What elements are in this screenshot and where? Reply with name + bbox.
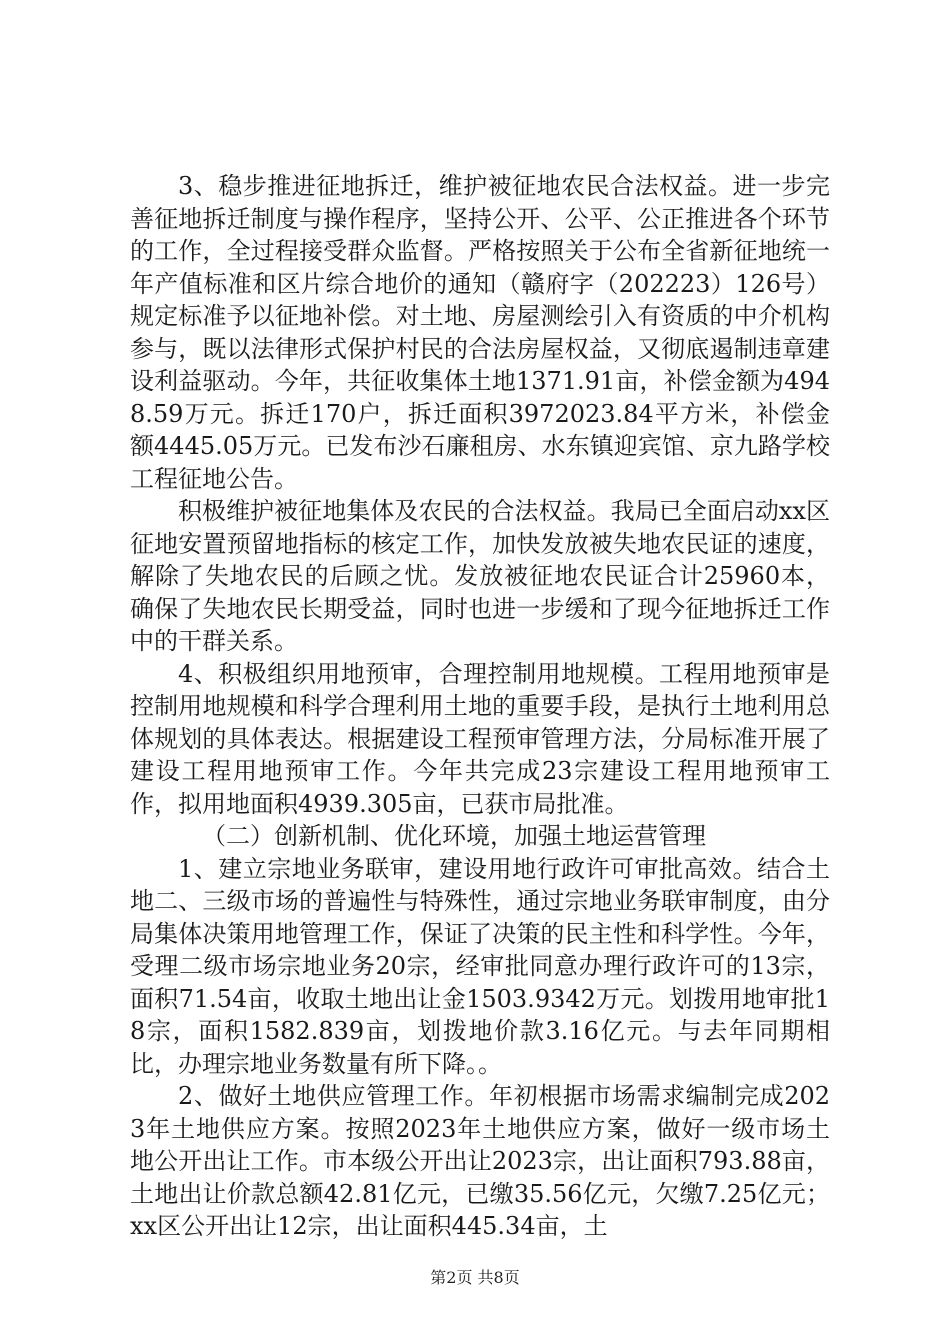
page-number-footer: 第2页 共8页 bbox=[430, 1268, 520, 1287]
paragraph-farmer-rights: 积极维护被征地集体及农民的合法权益。我局已全面启动xx区征地安置预留地指标的核定工作，加快发放被失地农民证的速度，解除了失地农民的后顾之忧。发放被征地农民证合计25960本，确保了失地农民长期受益，同时也进一步缓和了现今征地拆迁工作中的干群关系。 bbox=[130, 497, 830, 655]
paragraph-land-pre-review: 4、积极组织用地预审，合理控制用地规模。工程用地预审是控制用地规模和科学合理利用土地的重要手段，是执行土地利用总体规划的具体表达。根据建设工程预审管理方法，分局标准开展了建设工程用地预审工作。今年共完成23宗建设工程用地预审工作，拟用地面积4939.305亩，已获市局批准。 bbox=[130, 659, 830, 818]
paragraph-land-acquisition: 3、稳步推进征地拆迁，维护被征地农民合法权益。进一步完善征地拆迁制度与操作程序，坚持公开、公平、公正推进各个环节的工作，全过程接受群众监督。严格按照关于公布全省新征地统一年产值标准和区片综合地价的通知（赣府字（202223）126号）规定标准予以征地补偿。对土地、房屋测绘引入有资质的中介机构参与，既以法律形式保护村民的合法房屋权益，又彻底遏制违章建设利益驱动。今年，共征收集体土地1371.91亩，补偿金额为4948.59万元。拆迁170户，拆迁面积3972023.84平方米，补偿金额4445.05万元。已发布沙石廉租房、水东镇迎宾馆、京九路学校工程征地公告。 bbox=[130, 172, 830, 493]
section-heading: （二）创新机制、优化环境，加强土地运营管理 bbox=[202, 822, 706, 850]
document-body bbox=[130, 170, 830, 1243]
paragraph-joint-review: 1、建立宗地业务联审，建设用地行政许可审批高效。结合土地二、三级市场的普遍性与特殊性，通过宗地业务联审制度，由分局集体决策用地管理工作，保证了决策的民主性和科学性。今年，受理二级市场宗地业务20宗，经审批同意办理行政许可的13宗，面积71.54亩，收取土地出让金1503.9342万元。划拨用地审批18宗，面积1582.839亩，划拨地价款3.16亿元。与去年同期相比，办理宗地业务数量有所下降。。 bbox=[130, 854, 830, 1078]
paragraph-land-supply: 2、做好土地供应管理工作。年初根据市场需求编制完成2023年土地供应方案。按照2023年土地供应方案，做好一级市场土地公开出让工作。市本级公开出让2023宗，出让面积793.88亩，土地出让价款总额42.81亿元，已缴35.56亿元，欠缴7.25亿元；xx区公开出让12宗，出让面积445.34亩，土 bbox=[130, 1082, 830, 1240]
